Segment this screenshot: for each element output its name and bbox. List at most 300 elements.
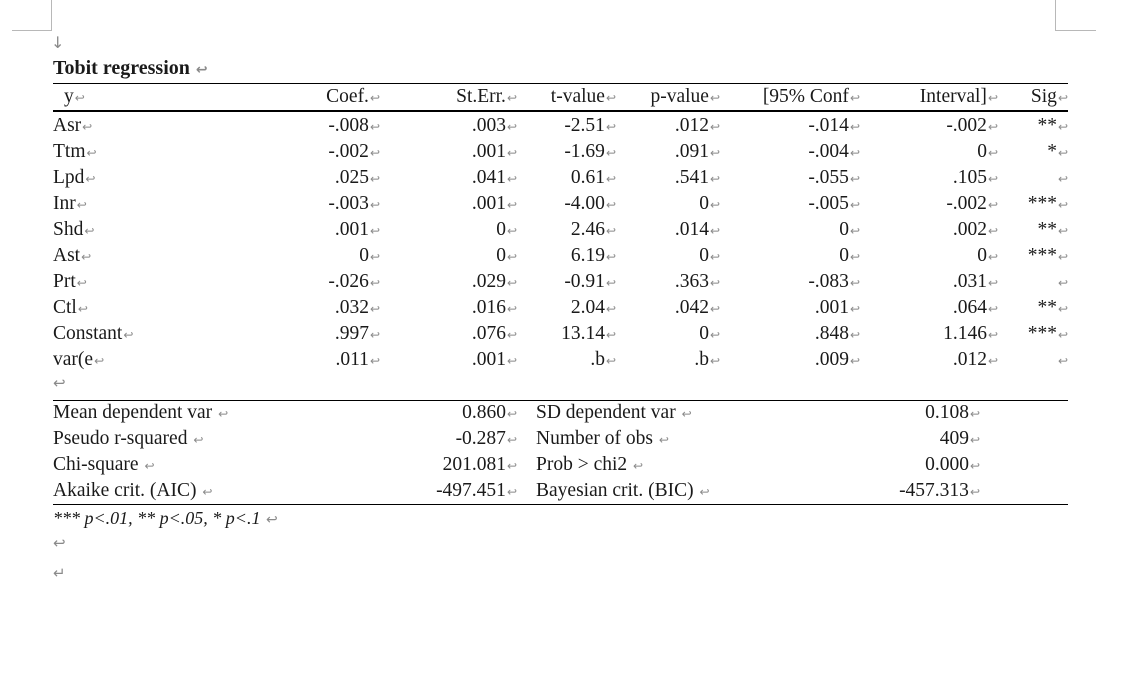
cell-text: *** — [1027, 245, 1057, 266]
table-cell[interactable] — [1047, 139, 1068, 166]
column-header[interactable] — [456, 84, 517, 111]
table-cell[interactable] — [953, 269, 998, 296]
cell-end-mark-icon: ↩ — [202, 485, 213, 499]
cell-text: Bayesian crit. (BIC) — [536, 480, 694, 501]
table-cell[interactable] — [1037, 295, 1068, 322]
cell-end-mark-icon: ↩ — [605, 198, 616, 212]
table-cell[interactable] — [675, 269, 720, 296]
cell-text: .b — [694, 349, 709, 370]
stat-value[interactable] — [436, 478, 517, 505]
table-cell[interactable] — [472, 165, 517, 192]
cell-end-mark-icon: ↩ — [1057, 146, 1068, 160]
document-title[interactable] — [53, 57, 208, 80]
table-cell[interactable] — [943, 321, 998, 348]
cell-text: .031 — [952, 271, 987, 292]
cell-text: 1.146 — [943, 323, 987, 344]
cell-end-mark-icon: ↩ — [633, 459, 644, 473]
stat-label[interactable] — [536, 452, 643, 479]
stat-value[interactable] — [899, 478, 980, 505]
cell-end-mark-icon: ↩ — [605, 224, 616, 238]
cell-end-mark-icon: ↩ — [849, 91, 860, 105]
cell-text: Shd — [53, 219, 84, 240]
table-cell[interactable] — [699, 243, 720, 270]
table-cell[interactable] — [53, 217, 94, 244]
cell-end-mark-icon: ↩ — [1057, 302, 1068, 316]
stat-label[interactable] — [53, 478, 212, 505]
table-cell[interactable] — [53, 295, 88, 322]
cell-end-mark-icon: ↩ — [85, 172, 96, 186]
cell-text: -2.51 — [564, 115, 605, 136]
cell-text: .064 — [952, 297, 987, 318]
cell-text: Sig — [1030, 86, 1057, 107]
stat-value[interactable] — [925, 400, 980, 427]
cell-text: Coef. — [326, 86, 369, 107]
stats-row — [0, 478, 1146, 504]
cell-end-mark-icon: ↩ — [605, 250, 616, 264]
cell-text: .029 — [471, 271, 506, 292]
table-cell[interactable] — [561, 321, 616, 348]
table-cell[interactable] — [675, 139, 720, 166]
column-header[interactable] — [326, 84, 380, 111]
cell-text: -.055 — [808, 167, 849, 188]
table-cell[interactable] — [946, 191, 998, 218]
stat-label[interactable] — [53, 452, 155, 479]
cell-end-mark-icon: ↩ — [1057, 328, 1068, 342]
stat-value[interactable] — [456, 426, 517, 453]
cell-end-mark-icon: ↩ — [987, 120, 998, 134]
cell-end-mark-icon: ↩ — [506, 407, 517, 421]
significance-note-text: *** p<.01, ** p<.05, * p<.1 — [53, 508, 261, 528]
cell-end-mark-icon: ↩ — [709, 302, 720, 316]
table-cell[interactable] — [808, 165, 860, 192]
table-row — [0, 113, 1146, 139]
cell-end-mark-icon: ↩ — [94, 354, 105, 368]
cell-text: -.005 — [808, 193, 849, 214]
table-cell[interactable] — [953, 347, 998, 374]
cell-text: .541 — [674, 167, 709, 188]
cell-text: 0 — [699, 245, 709, 266]
cell-end-mark-icon: ↩ — [709, 172, 720, 186]
table-cell[interactable] — [564, 191, 616, 218]
cell-end-mark-icon: ↩ — [506, 485, 517, 499]
cell-end-mark-icon: ↩ — [1057, 354, 1068, 368]
cell-end-mark-icon: ↩ — [709, 328, 720, 342]
cell-end-mark-icon: ↩ — [506, 302, 517, 316]
cell-text: 0 — [839, 245, 849, 266]
table-cell[interactable] — [815, 321, 860, 348]
cell-text: .041 — [471, 167, 506, 188]
table-cell[interactable] — [53, 321, 133, 348]
cell-text: t-value — [550, 86, 605, 107]
cell-text: .003 — [471, 115, 506, 136]
cell-end-mark-icon: ↩ — [987, 172, 998, 186]
cell-text: .091 — [674, 141, 709, 162]
table-cell[interactable] — [1057, 165, 1068, 192]
paragraph-mark-icon: ↩ — [195, 62, 208, 78]
cell-text: -.026 — [328, 271, 369, 292]
cell-end-mark-icon: ↩ — [506, 91, 517, 105]
cell-text: .001 — [471, 141, 506, 162]
cell-end-mark-icon: ↩ — [658, 433, 669, 447]
stat-label[interactable] — [536, 478, 710, 505]
cell-text: 0 — [977, 245, 987, 266]
cell-end-mark-icon: ↩ — [369, 250, 380, 264]
cell-end-mark-icon: ↩ — [605, 276, 616, 290]
table-cell[interactable] — [53, 113, 92, 140]
stat-value[interactable] — [443, 452, 517, 479]
cell-text: .012 — [952, 349, 987, 370]
table-cell[interactable] — [815, 295, 860, 322]
cell-text: Constant — [53, 323, 123, 344]
cell-end-mark-icon: ↩ — [849, 224, 860, 238]
cell-end-mark-icon: ↩ — [506, 146, 517, 160]
cell-end-mark-icon: ↩ — [849, 328, 860, 342]
table-cell[interactable] — [335, 217, 380, 244]
crop-mark-top-left-horizontal — [12, 30, 52, 31]
table-cell[interactable] — [335, 321, 380, 348]
cell-text: y — [64, 86, 74, 107]
table-cell[interactable] — [472, 113, 517, 140]
table-cell[interactable] — [472, 139, 517, 166]
cell-end-mark-icon: ↩ — [699, 485, 710, 499]
cell-text: .009 — [814, 349, 849, 370]
table-cell[interactable] — [328, 191, 380, 218]
table-cell[interactable] — [815, 347, 860, 374]
cell-end-mark-icon: ↩ — [605, 172, 616, 186]
cell-end-mark-icon: ↩ — [605, 146, 616, 160]
cell-end-mark-icon: ↩ — [605, 302, 616, 316]
cell-text: 0 — [496, 245, 506, 266]
cell-end-mark-icon: ↩ — [969, 459, 980, 473]
column-header[interactable] — [1031, 84, 1068, 111]
cell-text: -1.69 — [564, 141, 605, 162]
table-cell[interactable] — [564, 139, 616, 166]
column-header[interactable] — [551, 84, 616, 111]
table-cell[interactable] — [564, 269, 616, 296]
cell-end-mark-icon: ↩ — [369, 146, 380, 160]
cell-text: 0 — [359, 245, 369, 266]
cell-end-mark-icon: ↩ — [987, 354, 998, 368]
cell-text: ** — [1037, 219, 1057, 240]
cell-text: Mean dependent var — [53, 402, 213, 423]
column-header[interactable] — [920, 84, 998, 111]
cell-text: .016 — [471, 297, 506, 318]
cell-end-mark-icon: ↩ — [81, 250, 92, 264]
table-cell[interactable] — [1057, 269, 1068, 296]
cell-end-mark-icon: ↩ — [987, 91, 998, 105]
table-cell[interactable] — [571, 165, 616, 192]
cell-text: *** — [1027, 193, 1057, 214]
table-cell[interactable] — [1028, 191, 1068, 218]
cell-text: 201.081 — [442, 454, 506, 475]
cell-end-mark-icon: ↩ — [709, 198, 720, 212]
cell-text: 0.860 — [462, 402, 506, 423]
table-cell[interactable] — [1028, 243, 1068, 270]
table-cell[interactable] — [839, 217, 860, 244]
cell-text: -.003 — [328, 193, 369, 214]
cell-end-mark-icon: ↩ — [86, 146, 97, 160]
table-cell[interactable] — [977, 139, 998, 166]
cell-end-mark-icon: ↩ — [605, 328, 616, 342]
table-cell[interactable] — [472, 321, 517, 348]
cell-end-mark-icon: ↩ — [369, 91, 380, 105]
column-header[interactable] — [763, 84, 860, 111]
cell-text: .032 — [334, 297, 369, 318]
cell-end-mark-icon: ↩ — [123, 328, 134, 342]
cell-text: 0 — [839, 219, 849, 240]
cell-text: Number of obs — [536, 428, 653, 449]
cell-end-mark-icon: ↩ — [987, 328, 998, 342]
cell-text: * — [1047, 141, 1057, 162]
table-row — [0, 347, 1146, 373]
table-cell[interactable] — [953, 295, 998, 322]
cell-end-mark-icon: ↩ — [506, 328, 517, 342]
cell-text: 6.19 — [570, 245, 605, 266]
table-cell[interactable] — [571, 295, 616, 322]
cell-end-mark-icon: ↩ — [605, 91, 616, 105]
table-cell[interactable] — [53, 269, 87, 296]
stat-value[interactable] — [940, 426, 980, 453]
cell-end-mark-icon: ↩ — [849, 276, 860, 290]
cell-end-mark-icon: ↩ — [369, 302, 380, 316]
cell-end-mark-icon: ↩ — [849, 302, 860, 316]
cell-text: Ast — [53, 245, 81, 266]
table-cell[interactable] — [328, 113, 380, 140]
cell-end-mark-icon: ↩ — [1057, 224, 1068, 238]
cell-end-mark-icon: ↩ — [506, 250, 517, 264]
table-cell[interactable] — [359, 243, 380, 270]
table-cell[interactable] — [571, 217, 616, 244]
table-cell[interactable] — [53, 347, 104, 374]
table-cell[interactable] — [328, 139, 380, 166]
cell-end-mark-icon: ↩ — [849, 146, 860, 160]
cell-text: -4.00 — [564, 193, 605, 214]
cell-text: 2.04 — [570, 297, 605, 318]
cell-text: -.083 — [808, 271, 849, 292]
cell-end-mark-icon: ↩ — [506, 276, 517, 290]
table-cell[interactable] — [496, 217, 517, 244]
stat-label[interactable] — [536, 426, 669, 453]
cell-text: Interval] — [919, 86, 987, 107]
cell-text: Ctl — [53, 297, 77, 318]
cell-text: 0.108 — [925, 402, 969, 423]
cell-text: .011 — [335, 349, 369, 370]
cell-end-mark-icon: ↩ — [218, 407, 229, 421]
table-row — [0, 295, 1146, 321]
cell-text: .076 — [471, 323, 506, 344]
cell-end-mark-icon: ↩ — [709, 120, 720, 134]
cell-end-mark-icon: ↩ — [1057, 172, 1068, 186]
cell-text: .b — [590, 349, 605, 370]
title-text: Tobit regression — [53, 57, 190, 79]
stat-label[interactable] — [53, 400, 228, 427]
table-cell[interactable] — [946, 113, 998, 140]
cell-end-mark-icon: ↩ — [506, 433, 517, 447]
down-arrow-icon: ↓ — [51, 33, 65, 52]
cell-text: 0 — [496, 219, 506, 240]
table-cell[interactable] — [808, 113, 860, 140]
cell-end-mark-icon: ↩ — [987, 276, 998, 290]
cell-end-mark-icon: ↩ — [1057, 250, 1068, 264]
table-cell[interactable] — [53, 191, 87, 218]
cell-end-mark-icon: ↩ — [987, 224, 998, 238]
table-cell[interactable] — [53, 243, 91, 270]
cell-end-mark-icon: ↩ — [84, 224, 95, 238]
table-cell[interactable] — [53, 165, 95, 192]
table-cell[interactable] — [953, 165, 998, 192]
empty-paragraph-mark-icon: ↵ — [53, 564, 66, 582]
cell-end-mark-icon: ↩ — [1057, 276, 1068, 290]
cell-text: 0.61 — [570, 167, 605, 188]
table-cell[interactable] — [1028, 321, 1068, 348]
table-cell[interactable] — [564, 113, 616, 140]
paragraph-mark-icon: ↩ — [265, 512, 278, 528]
cell-end-mark-icon: ↩ — [605, 354, 616, 368]
stat-label[interactable] — [53, 426, 203, 453]
table-header-row — [0, 84, 1146, 110]
cell-text: -.014 — [808, 115, 849, 136]
cell-end-mark-icon: ↩ — [369, 276, 380, 290]
cell-end-mark-icon: ↩ — [76, 276, 87, 290]
cell-text: .001 — [471, 349, 506, 370]
cell-text: Prob > chi2 — [536, 454, 628, 475]
cell-end-mark-icon: ↩ — [369, 172, 380, 186]
cell-text: -497.451 — [436, 480, 506, 501]
cell-end-mark-icon: ↩ — [74, 91, 85, 105]
table-cell[interactable] — [472, 269, 517, 296]
stat-value[interactable] — [462, 400, 517, 427]
table-cell[interactable] — [694, 347, 720, 374]
cell-end-mark-icon: ↩ — [369, 198, 380, 212]
table-cell[interactable] — [1037, 217, 1068, 244]
cell-text: 409 — [939, 428, 969, 449]
table-row — [0, 165, 1146, 191]
cell-text: .025 — [334, 167, 369, 188]
stat-label[interactable] — [536, 400, 692, 427]
table-cell[interactable] — [1037, 113, 1068, 140]
cell-text: .001 — [334, 219, 369, 240]
table-cell[interactable] — [590, 347, 616, 374]
cell-end-mark-icon: ↩ — [681, 407, 692, 421]
table-cell[interactable] — [335, 295, 380, 322]
cell-text: .105 — [952, 167, 987, 188]
cell-end-mark-icon: ↩ — [987, 250, 998, 264]
cell-end-mark-icon: ↩ — [1057, 120, 1068, 134]
cell-text: -0.287 — [455, 428, 506, 449]
table-cell[interactable] — [53, 139, 97, 166]
cell-text: .042 — [674, 297, 709, 318]
cell-text: 0.000 — [925, 454, 969, 475]
cell-text: .997 — [334, 323, 369, 344]
cell-end-mark-icon: ↩ — [369, 120, 380, 134]
table-cell[interactable] — [336, 347, 380, 374]
cell-end-mark-icon: ↩ — [849, 120, 860, 134]
cell-end-mark-icon: ↩ — [1057, 91, 1068, 105]
cell-text: Ttm — [53, 141, 86, 162]
cell-text: .363 — [674, 271, 709, 292]
stats-row — [0, 400, 1146, 426]
cell-end-mark-icon: ↩ — [76, 198, 87, 212]
table-cell[interactable] — [675, 217, 720, 244]
table-cell[interactable] — [675, 295, 720, 322]
table-cell[interactable] — [808, 191, 860, 218]
significance-note[interactable] — [53, 508, 278, 529]
cell-text: .012 — [674, 115, 709, 136]
cell-end-mark-icon: ↩ — [506, 224, 517, 238]
cell-text: 2.46 — [570, 219, 605, 240]
table-cell[interactable] — [675, 165, 720, 192]
cell-text: Akaike crit. (AIC) — [53, 480, 197, 501]
cell-end-mark-icon: ↩ — [506, 172, 517, 186]
cell-end-mark-icon: ↩ — [987, 302, 998, 316]
cell-text: ** — [1037, 297, 1057, 318]
cell-end-mark-icon: ↩ — [709, 250, 720, 264]
cell-text: -.002 — [946, 193, 987, 214]
table-cell[interactable] — [335, 165, 380, 192]
table-cell[interactable] — [808, 269, 860, 296]
cell-text: -0.91 — [564, 271, 605, 292]
table-row — [0, 269, 1146, 295]
table-cell[interactable] — [699, 321, 720, 348]
cell-text: var(e — [53, 349, 94, 370]
cell-text: .002 — [952, 219, 987, 240]
cell-end-mark-icon: ↩ — [144, 459, 155, 473]
table-cell[interactable] — [472, 347, 517, 374]
cell-end-mark-icon: ↩ — [506, 354, 517, 368]
cell-text: Prt — [53, 271, 76, 292]
cell-text: .848 — [814, 323, 849, 344]
table-cell[interactable] — [496, 243, 517, 270]
table-row — [0, 321, 1146, 347]
table-cell[interactable] — [699, 191, 720, 218]
table-cell[interactable] — [472, 191, 517, 218]
cell-text: .001 — [814, 297, 849, 318]
cell-end-mark-icon: ↩ — [969, 485, 980, 499]
table-cell[interactable] — [571, 243, 616, 270]
cell-end-mark-icon: ↩ — [506, 459, 517, 473]
column-header[interactable] — [64, 84, 85, 111]
table-cell[interactable] — [675, 113, 720, 140]
table-cell[interactable] — [839, 243, 860, 270]
column-header[interactable] — [650, 84, 720, 111]
table-row — [0, 243, 1146, 269]
cell-end-mark-icon: ↩ — [849, 250, 860, 264]
table-cell[interactable] — [472, 295, 517, 322]
cell-text: Inr — [53, 193, 76, 214]
cell-end-mark-icon: ↩ — [77, 302, 88, 316]
empty-paragraph-mark-icon: ↩ — [53, 534, 66, 552]
cell-end-mark-icon: ↩ — [969, 407, 980, 421]
cell-end-mark-icon: ↩ — [709, 224, 720, 238]
cell-text: -.008 — [328, 115, 369, 136]
table-cell[interactable] — [977, 243, 998, 270]
cell-end-mark-icon: ↩ — [506, 120, 517, 134]
table-cell[interactable] — [808, 139, 860, 166]
stat-value[interactable] — [925, 452, 980, 479]
table-cell[interactable] — [953, 217, 998, 244]
table-cell[interactable] — [1057, 347, 1068, 374]
cell-end-mark-icon: ↩ — [369, 328, 380, 342]
cell-end-mark-icon: ↩ — [506, 198, 517, 212]
cell-text: -457.313 — [899, 480, 969, 501]
cell-end-mark-icon: ↩ — [969, 433, 980, 447]
table-cell[interactable] — [328, 269, 380, 296]
cell-end-mark-icon: ↩ — [987, 198, 998, 212]
cell-end-mark-icon: ↩ — [709, 146, 720, 160]
cell-text: Pseudo r-squared — [53, 428, 188, 449]
cell-text: Lpd — [53, 167, 85, 188]
cell-end-mark-icon: ↩ — [193, 433, 204, 447]
